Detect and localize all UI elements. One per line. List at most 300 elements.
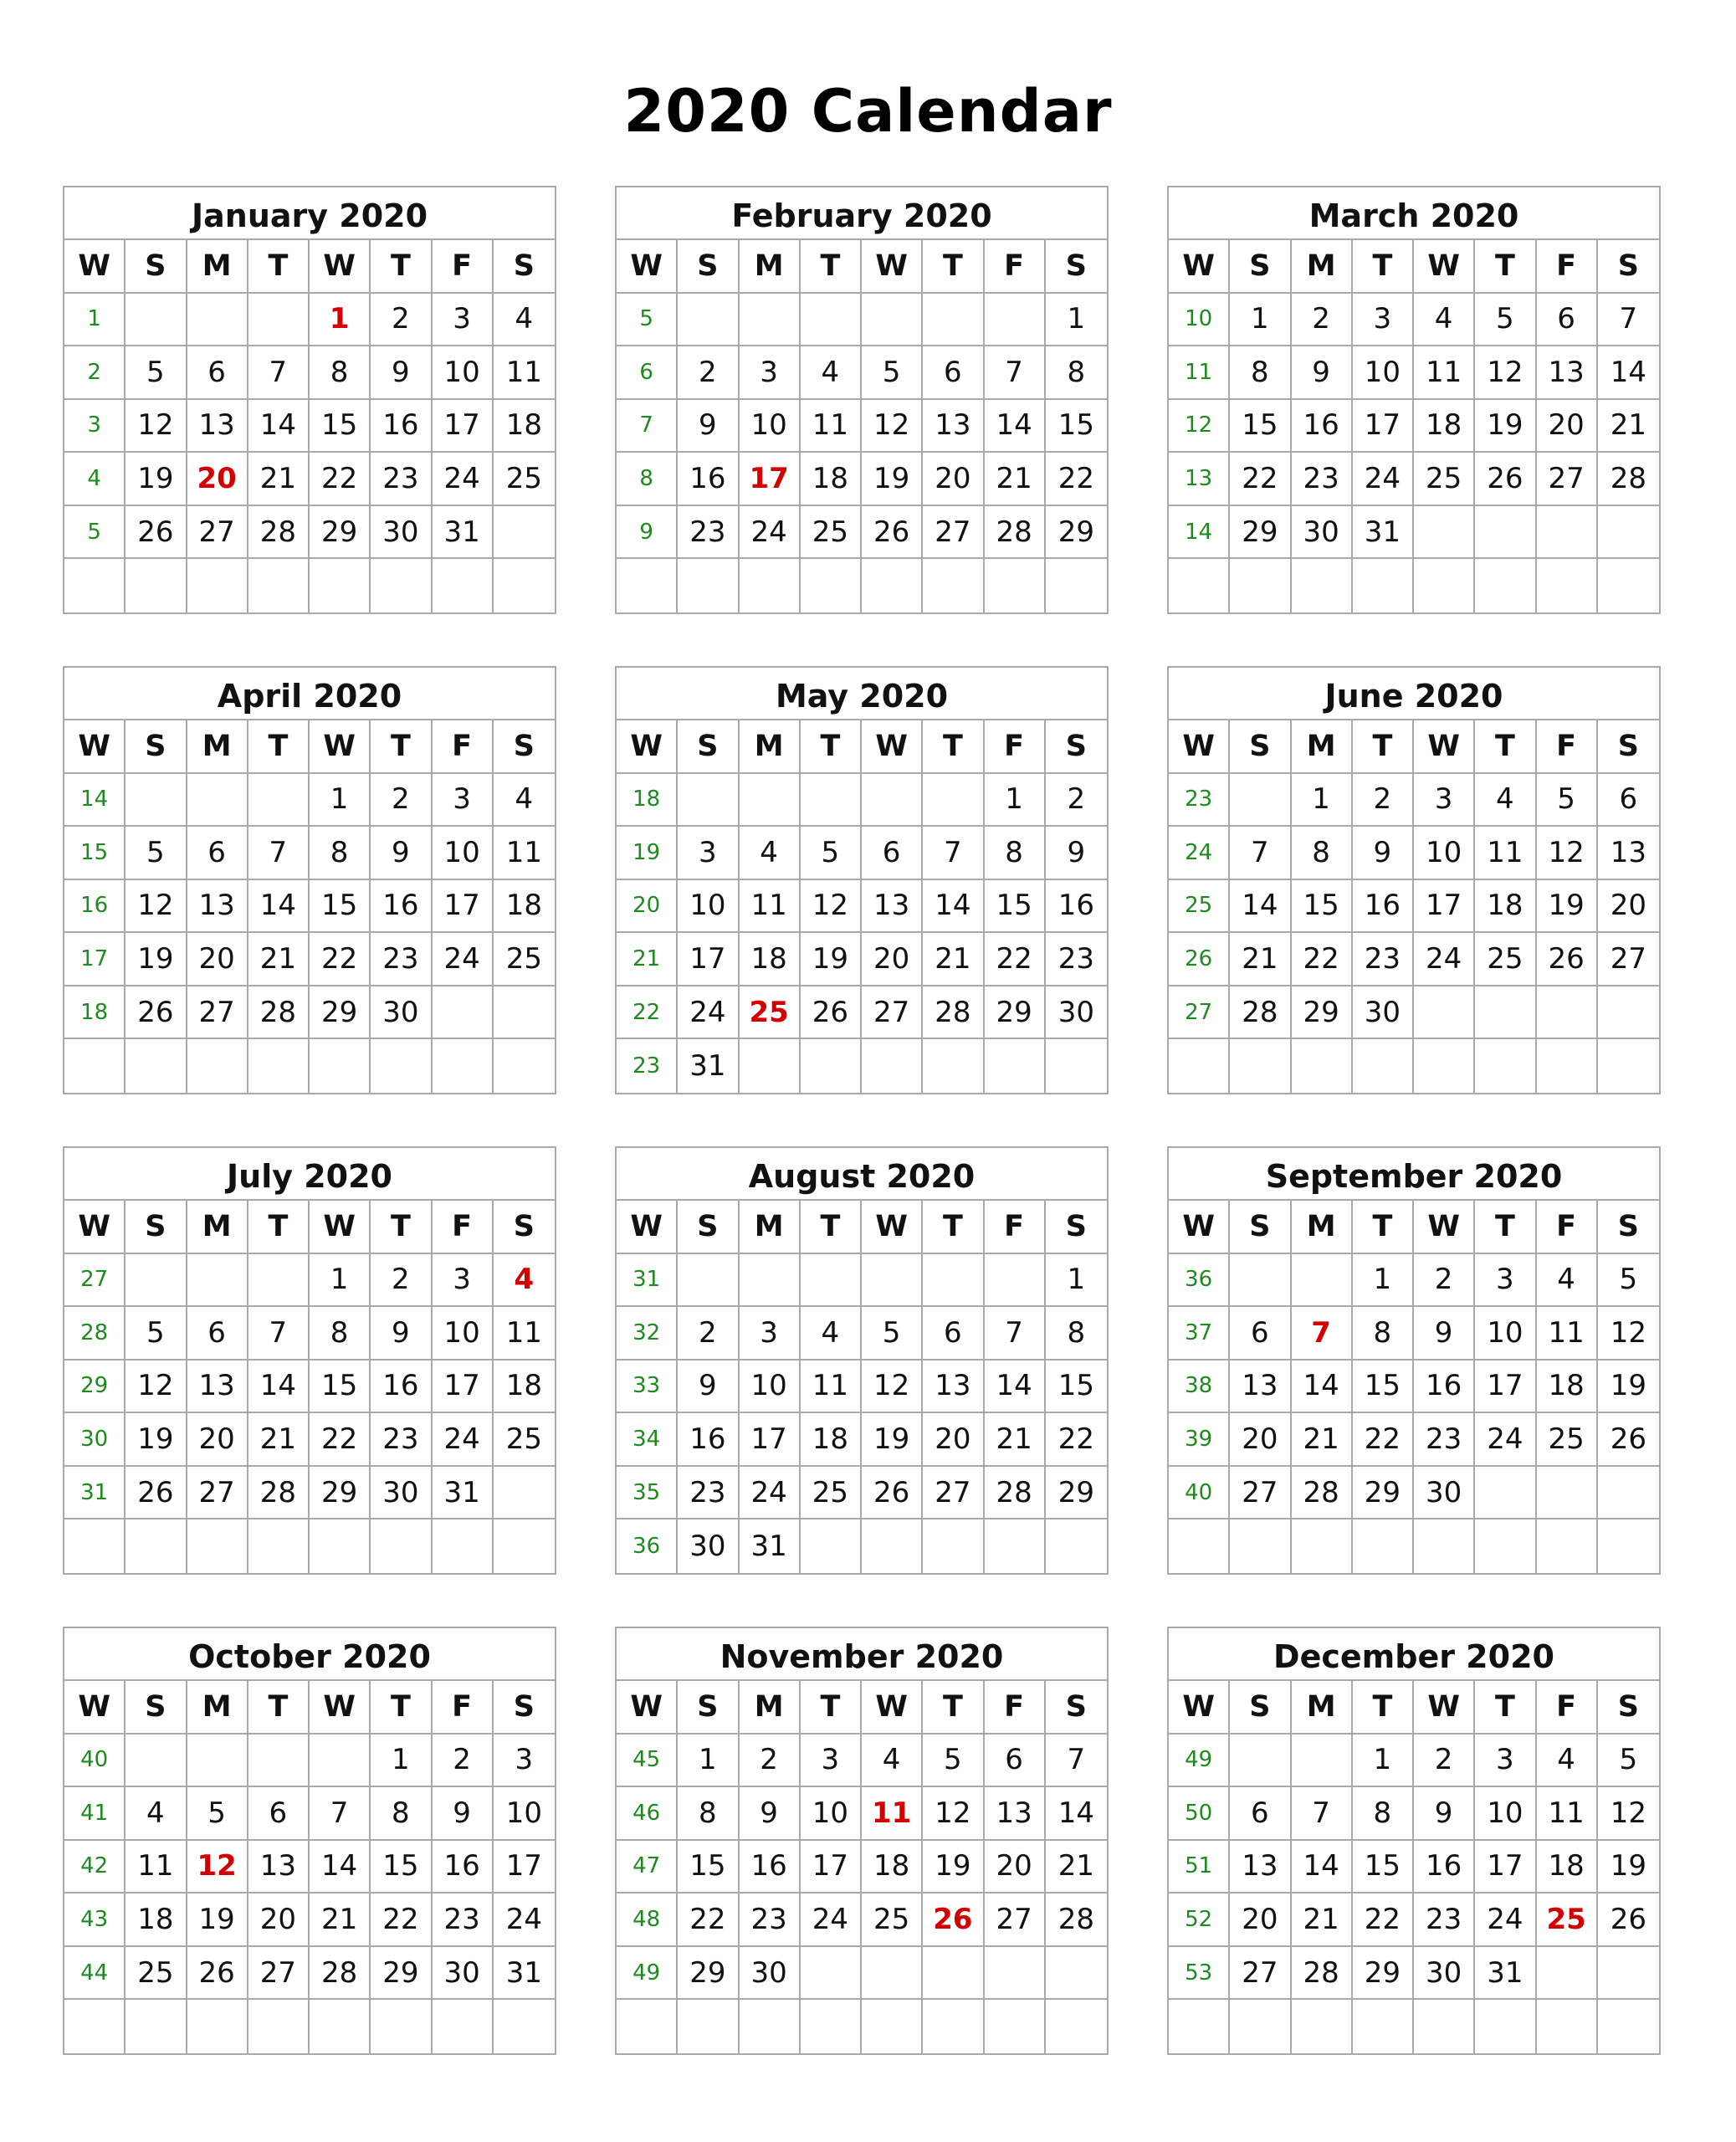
day-cell: 22: [371, 1893, 432, 1947]
week-number: [1169, 1519, 1230, 1573]
day-cell: 16: [371, 400, 432, 454]
weekday-header: T: [801, 240, 862, 294]
weekday-header: W: [862, 1681, 923, 1735]
day-cell: 17: [433, 400, 494, 454]
day-cell: 22: [1046, 453, 1107, 506]
day-cell: 3: [433, 294, 494, 347]
day-cell: 26: [862, 506, 923, 560]
empty-cell: [1475, 559, 1536, 612]
empty-cell: [1537, 559, 1598, 612]
empty-cell: [494, 2000, 555, 2053]
empty-cell: [248, 1254, 310, 1308]
day-cell: 29: [310, 506, 371, 560]
day-cell: 25: [1475, 933, 1536, 986]
weekday-header: F: [985, 720, 1046, 774]
day-cell: 8: [1353, 1787, 1414, 1841]
weekday-header: T: [1353, 720, 1414, 774]
day-cell: 3: [1353, 294, 1414, 347]
day-cell: 26: [125, 1467, 187, 1520]
empty-cell: [1414, 986, 1475, 1040]
day-cell: 13: [862, 880, 923, 934]
day-cell: 21: [923, 933, 984, 986]
week-number: 30: [64, 1413, 125, 1467]
empty-cell: [1598, 2000, 1659, 2053]
day-cell: 23: [1353, 933, 1414, 986]
day-cell: 21: [985, 453, 1046, 506]
day-cell: 25: [494, 453, 555, 506]
day-cell: 16: [1046, 880, 1107, 934]
empty-cell: [187, 559, 248, 612]
day-cell: 30: [371, 986, 432, 1040]
empty-cell: [1475, 1039, 1536, 1093]
day-cell: 22: [310, 933, 371, 986]
day-cell: 25: [1414, 453, 1475, 506]
day-cell: 21: [248, 1413, 310, 1467]
day-cell: 21: [1598, 400, 1659, 454]
day-cell: 14: [923, 880, 984, 934]
day-cell: 26: [1537, 933, 1598, 986]
weekday-header: M: [187, 240, 248, 294]
day-cell: 8: [1230, 346, 1291, 400]
day-cell: 23: [678, 1467, 739, 1520]
week-number: [64, 559, 125, 612]
week-number: 21: [617, 933, 678, 986]
page-title: 2020 Calendar: [623, 77, 1113, 146]
day-cell: 17: [801, 1841, 862, 1894]
day-cell: 19: [125, 933, 187, 986]
day-cell: 27: [923, 1467, 984, 1520]
day-cell: 1: [371, 1735, 432, 1788]
day-cell: 25: [494, 933, 555, 986]
month-block: [1167, 1146, 1661, 1575]
day-cell: 17: [433, 880, 494, 934]
day-cell: 5: [1598, 1735, 1659, 1788]
empty-cell: [1046, 1947, 1107, 2001]
day-cell: 12: [1598, 1307, 1659, 1361]
day-cell: 29: [1046, 1467, 1107, 1520]
weekday-header: W: [310, 720, 371, 774]
empty-cell: [923, 1039, 984, 1093]
day-cell: 22: [1230, 453, 1291, 506]
week-number: 14: [1169, 506, 1230, 560]
week-number: 17: [64, 933, 125, 986]
day-cell: 30: [1292, 506, 1353, 560]
day-cell: 27: [1230, 1467, 1291, 1520]
empty-cell: [801, 294, 862, 347]
day-cell: 1: [1353, 1735, 1414, 1788]
day-cell: 6: [923, 1307, 984, 1361]
day-cell: 12: [1475, 346, 1536, 400]
week-number: 41: [64, 1787, 125, 1841]
day-cell: 7: [248, 346, 310, 400]
day-cell: 6: [1537, 294, 1598, 347]
empty-cell: [1475, 506, 1536, 560]
day-cell: 5: [1598, 1254, 1659, 1308]
weekday-header: S: [125, 1681, 187, 1735]
day-cell: 15: [1230, 400, 1291, 454]
day-cell: 2: [1414, 1735, 1475, 1788]
week-number: 10: [1169, 294, 1230, 347]
empty-cell: [1537, 2000, 1598, 2053]
day-cell: 17: [1475, 1841, 1536, 1894]
day-cell: 10: [678, 880, 739, 934]
empty-cell: [1598, 1519, 1659, 1573]
day-cell: 15: [371, 1841, 432, 1894]
day-cell: 31: [1475, 1947, 1536, 2001]
day-cell: 16: [678, 453, 739, 506]
day-cell: 10: [1414, 827, 1475, 880]
day-cell: 25: [494, 1413, 555, 1467]
day-cell: 11: [494, 1307, 555, 1361]
week-number: 33: [617, 1361, 678, 1414]
day-cell: 30: [371, 506, 432, 560]
empty-cell: [1292, 559, 1353, 612]
empty-cell: [1598, 559, 1659, 612]
weekday-header: W: [1169, 1201, 1230, 1254]
weekday-header: W: [64, 1201, 125, 1254]
day-cell: 28: [923, 986, 984, 1040]
weekday-header: M: [740, 720, 801, 774]
day-cell: 20: [187, 453, 248, 506]
weekday-header: F: [1537, 720, 1598, 774]
weekday-header: T: [248, 1201, 310, 1254]
empty-cell: [985, 1254, 1046, 1308]
empty-cell: [187, 1039, 248, 1093]
week-number: 39: [1169, 1413, 1230, 1467]
month-grid: [1169, 1201, 1659, 1573]
month-title: December 2020: [1169, 1628, 1659, 1681]
weekday-header: T: [371, 240, 432, 294]
day-cell: 20: [1598, 880, 1659, 934]
weekday-header: W: [64, 720, 125, 774]
day-cell: 20: [1230, 1893, 1291, 1947]
weekday-header: F: [985, 1681, 1046, 1735]
day-cell: 23: [371, 933, 432, 986]
day-cell: 6: [248, 1787, 310, 1841]
day-cell: 6: [923, 346, 984, 400]
empty-cell: [125, 1519, 187, 1573]
weekday-header: S: [494, 240, 555, 294]
day-cell: 2: [433, 1735, 494, 1788]
empty-cell: [985, 1947, 1046, 2001]
week-number: 46: [617, 1787, 678, 1841]
month-block: [615, 186, 1109, 614]
empty-cell: [1414, 2000, 1475, 2053]
day-cell: 13: [187, 880, 248, 934]
day-cell: 9: [1414, 1787, 1475, 1841]
month-block: [615, 666, 1109, 1094]
empty-cell: [1046, 559, 1107, 612]
day-cell: 5: [125, 1307, 187, 1361]
month-block: [615, 1146, 1109, 1575]
day-cell: 8: [1046, 1307, 1107, 1361]
empty-cell: [125, 1254, 187, 1308]
day-cell: 19: [125, 453, 187, 506]
weekday-header: W: [1169, 1681, 1230, 1735]
day-cell: 12: [862, 1361, 923, 1414]
week-number: 8: [617, 453, 678, 506]
empty-cell: [740, 1039, 801, 1093]
day-cell: 8: [310, 827, 371, 880]
weekday-header: F: [1537, 1201, 1598, 1254]
week-number: 49: [1169, 1735, 1230, 1788]
empty-cell: [494, 559, 555, 612]
week-number: 11: [1169, 346, 1230, 400]
empty-cell: [740, 774, 801, 828]
empty-cell: [1230, 1735, 1291, 1788]
week-number: 6: [617, 346, 678, 400]
empty-cell: [125, 774, 187, 828]
empty-cell: [1598, 506, 1659, 560]
empty-cell: [740, 559, 801, 612]
week-number: [1169, 559, 1230, 612]
day-cell: 25: [740, 986, 801, 1040]
weekday-header: S: [678, 240, 739, 294]
empty-cell: [187, 1254, 248, 1308]
day-cell: 7: [985, 1307, 1046, 1361]
empty-cell: [923, 2000, 984, 2053]
day-cell: 3: [433, 774, 494, 828]
day-cell: 23: [1292, 453, 1353, 506]
weekday-header: M: [740, 1681, 801, 1735]
month-title: June 2020: [1169, 668, 1659, 720]
day-cell: 30: [1353, 986, 1414, 1040]
day-cell: 8: [1353, 1307, 1414, 1361]
day-cell: 5: [801, 827, 862, 880]
day-cell: 3: [740, 1307, 801, 1361]
empty-cell: [1292, 1254, 1353, 1308]
empty-cell: [371, 1039, 432, 1093]
day-cell: 15: [310, 400, 371, 454]
weekday-header: F: [1537, 1681, 1598, 1735]
day-cell: 28: [985, 1467, 1046, 1520]
day-cell: 18: [1537, 1841, 1598, 1894]
weekday-header: W: [310, 1681, 371, 1735]
day-cell: 12: [923, 1787, 984, 1841]
day-cell: 15: [1353, 1361, 1414, 1414]
day-cell: 3: [494, 1735, 555, 1788]
day-cell: 2: [678, 346, 739, 400]
month-grid: [617, 240, 1107, 612]
day-cell: 20: [187, 1413, 248, 1467]
weekday-header: M: [1292, 1201, 1353, 1254]
empty-cell: [310, 1039, 371, 1093]
day-cell: 14: [1292, 1361, 1353, 1414]
empty-cell: [1046, 2000, 1107, 2053]
day-cell: 28: [1230, 986, 1291, 1040]
empty-cell: [1230, 1254, 1291, 1308]
day-cell: 21: [1292, 1893, 1353, 1947]
weekday-header: M: [187, 720, 248, 774]
day-cell: 24: [740, 1467, 801, 1520]
day-cell: 20: [862, 933, 923, 986]
day-cell: 30: [433, 1947, 494, 2001]
day-cell: 3: [1475, 1254, 1536, 1308]
day-cell: 23: [371, 453, 432, 506]
empty-cell: [248, 294, 310, 347]
empty-cell: [923, 1947, 984, 2001]
day-cell: 20: [923, 1413, 984, 1467]
day-cell: 22: [985, 933, 1046, 986]
week-number: [617, 2000, 678, 2053]
weekday-header: S: [1598, 1681, 1659, 1735]
empty-cell: [1230, 1519, 1291, 1573]
day-cell: 5: [1537, 774, 1598, 828]
day-cell: 31: [433, 1467, 494, 1520]
month-block: [1167, 666, 1661, 1094]
day-cell: 10: [801, 1787, 862, 1841]
empty-cell: [985, 559, 1046, 612]
day-cell: 4: [801, 346, 862, 400]
weekday-header: M: [740, 1201, 801, 1254]
week-number: 38: [1169, 1361, 1230, 1414]
day-cell: 11: [740, 880, 801, 934]
day-cell: 22: [1292, 933, 1353, 986]
day-cell: 2: [1292, 294, 1353, 347]
day-cell: 19: [923, 1841, 984, 1894]
day-cell: 11: [494, 346, 555, 400]
day-cell: 29: [678, 1947, 739, 2001]
day-cell: 5: [923, 1735, 984, 1788]
week-number: 31: [617, 1254, 678, 1308]
weekday-header: S: [125, 240, 187, 294]
week-number: 35: [617, 1467, 678, 1520]
day-cell: 24: [1475, 1413, 1536, 1467]
week-number: 48: [617, 1893, 678, 1947]
day-cell: 25: [125, 1947, 187, 2001]
day-cell: 31: [494, 1947, 555, 2001]
day-cell: 4: [801, 1307, 862, 1361]
day-cell: 6: [187, 346, 248, 400]
day-cell: 16: [1353, 880, 1414, 934]
week-number: [64, 1039, 125, 1093]
day-cell: 10: [1475, 1307, 1536, 1361]
day-cell: 8: [310, 1307, 371, 1361]
empty-cell: [248, 1735, 310, 1788]
weekday-header: W: [1414, 240, 1475, 294]
day-cell: 2: [678, 1307, 739, 1361]
day-cell: 16: [740, 1841, 801, 1894]
day-cell: 14: [248, 400, 310, 454]
day-cell: 15: [678, 1841, 739, 1894]
day-cell: 5: [125, 827, 187, 880]
day-cell: 30: [1414, 1467, 1475, 1520]
weekday-header: M: [1292, 720, 1353, 774]
empty-cell: [1475, 986, 1536, 1040]
day-cell: 5: [1475, 294, 1536, 347]
day-cell: 27: [1537, 453, 1598, 506]
day-cell: 21: [1230, 933, 1291, 986]
month-grid: [617, 1201, 1107, 1573]
day-cell: 11: [801, 400, 862, 454]
day-cell: 11: [1537, 1787, 1598, 1841]
day-cell: 7: [1046, 1735, 1107, 1788]
empty-cell: [862, 2000, 923, 2053]
weekday-header: S: [1230, 240, 1291, 294]
day-cell: 4: [494, 774, 555, 828]
day-cell: 24: [1414, 933, 1475, 986]
weekday-header: M: [1292, 240, 1353, 294]
day-cell: 27: [187, 506, 248, 560]
empty-cell: [801, 2000, 862, 2053]
weekday-header: M: [187, 1681, 248, 1735]
day-cell: 15: [310, 880, 371, 934]
empty-cell: [1414, 506, 1475, 560]
empty-cell: [187, 1735, 248, 1788]
day-cell: 17: [740, 453, 801, 506]
day-cell: 20: [985, 1841, 1046, 1894]
empty-cell: [1292, 1039, 1353, 1093]
empty-cell: [1537, 1039, 1598, 1093]
day-cell: 4: [494, 294, 555, 347]
day-cell: 26: [1598, 1413, 1659, 1467]
empty-cell: [1292, 1519, 1353, 1573]
day-cell: 21: [985, 1413, 1046, 1467]
week-number: 1: [64, 294, 125, 347]
day-cell: 29: [371, 1947, 432, 2001]
week-number: 43: [64, 1893, 125, 1947]
day-cell: 24: [740, 506, 801, 560]
empty-cell: [1046, 1039, 1107, 1093]
day-cell: 27: [187, 1467, 248, 1520]
day-cell: 8: [985, 827, 1046, 880]
day-cell: 10: [1353, 346, 1414, 400]
empty-cell: [1230, 774, 1291, 828]
day-cell: 3: [1475, 1735, 1536, 1788]
week-number: 47: [617, 1841, 678, 1894]
month-grid: [617, 1681, 1107, 2053]
day-cell: 8: [310, 346, 371, 400]
month-block: [1167, 1627, 1661, 2055]
weekday-header: S: [494, 720, 555, 774]
day-cell: 28: [1046, 1893, 1107, 1947]
day-cell: 9: [1292, 346, 1353, 400]
day-cell: 27: [923, 506, 984, 560]
day-cell: 6: [862, 827, 923, 880]
day-cell: 23: [371, 1413, 432, 1467]
day-cell: 19: [1598, 1841, 1659, 1894]
empty-cell: [1230, 1039, 1291, 1093]
day-cell: 24: [494, 1893, 555, 1947]
day-cell: 14: [1046, 1787, 1107, 1841]
empty-cell: [310, 559, 371, 612]
empty-cell: [494, 1519, 555, 1573]
day-cell: 31: [1353, 506, 1414, 560]
week-number: 18: [64, 986, 125, 1040]
weekday-header: S: [1046, 1201, 1107, 1254]
day-cell: 7: [310, 1787, 371, 1841]
day-cell: 18: [1537, 1361, 1598, 1414]
day-cell: 13: [923, 1361, 984, 1414]
day-cell: 7: [248, 1307, 310, 1361]
empty-cell: [985, 1039, 1046, 1093]
day-cell: 8: [371, 1787, 432, 1841]
day-cell: 9: [678, 1361, 739, 1414]
day-cell: 28: [248, 1467, 310, 1520]
empty-cell: [125, 294, 187, 347]
empty-cell: [1475, 1519, 1536, 1573]
empty-cell: [1353, 1039, 1414, 1093]
day-cell: 4: [1537, 1735, 1598, 1788]
weekday-header: S: [1598, 1201, 1659, 1254]
month-grid: [617, 720, 1107, 1093]
day-cell: 12: [125, 400, 187, 454]
empty-cell: [923, 774, 984, 828]
week-number: 9: [617, 506, 678, 560]
day-cell: 5: [862, 346, 923, 400]
day-cell: 4: [494, 1254, 555, 1308]
day-cell: 16: [1414, 1841, 1475, 1894]
